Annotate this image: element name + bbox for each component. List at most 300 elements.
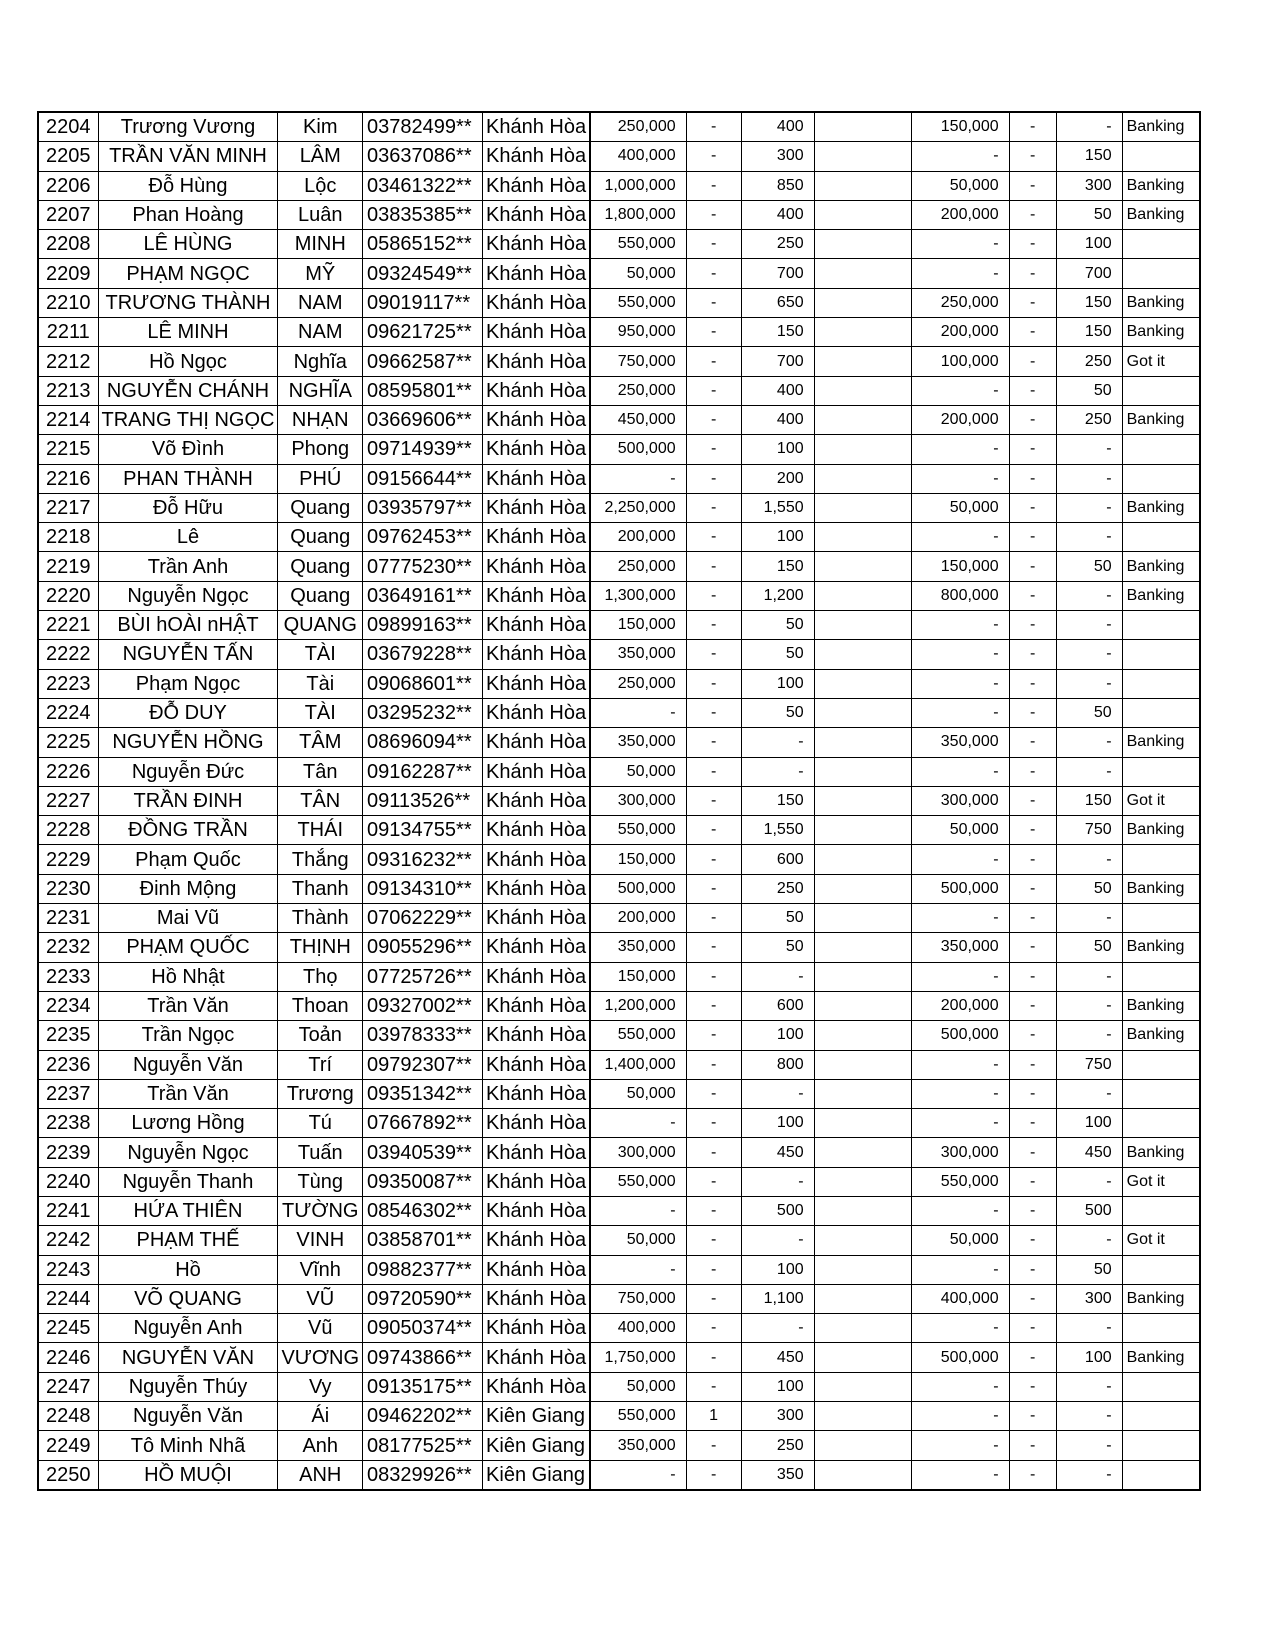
last-name-cell: NGUYỄN TẤN	[98, 640, 278, 669]
amount-1-cell: -	[590, 698, 686, 727]
amount-1-cell: -	[590, 1460, 686, 1490]
amount-1-cell: 250,000	[590, 669, 686, 698]
amount-4-cell	[814, 640, 911, 669]
amount-5-cell: 200,000	[911, 991, 1009, 1020]
amount-3-cell: 50	[741, 904, 814, 933]
first-name-cell: Tuấn	[278, 1138, 363, 1167]
province-cell: Kiên Giang	[483, 1431, 591, 1460]
amount-5-cell: -	[911, 376, 1009, 405]
amount-7-cell: 450	[1056, 1138, 1122, 1167]
row-id-cell: 2239	[38, 1138, 98, 1167]
amount-4-cell	[814, 318, 911, 347]
province-cell: Khánh Hòa	[483, 347, 591, 376]
last-name-cell: LÊ MINH	[98, 318, 278, 347]
row-id-cell: 2212	[38, 347, 98, 376]
amount-1-cell: 250,000	[590, 376, 686, 405]
amount-4-cell	[814, 962, 911, 991]
row-id-cell: 2220	[38, 581, 98, 610]
amount-6-cell: -	[1009, 991, 1056, 1020]
table-row	[38, 405, 1200, 434]
amount-1-cell: 250,000	[590, 552, 686, 581]
phone-cell: 03782499**	[363, 112, 483, 142]
row-id-cell: 2237	[38, 1079, 98, 1108]
amount-4-cell	[814, 845, 911, 874]
first-name-cell: VƯƠNG	[278, 1343, 363, 1372]
row-id-cell: 2238	[38, 1109, 98, 1138]
phone-cell: 08696094**	[363, 728, 483, 757]
amount-6-cell: -	[1009, 640, 1056, 669]
phone-cell: 09621725**	[363, 318, 483, 347]
note-cell	[1122, 698, 1200, 727]
first-name-cell: Ái	[278, 1402, 363, 1431]
first-name-cell: THÁI	[278, 816, 363, 845]
table-row	[38, 171, 1200, 200]
phone-cell: 09019117**	[363, 288, 483, 317]
amount-1-cell: 350,000	[590, 640, 686, 669]
amount-4-cell	[814, 523, 911, 552]
amount-7-cell: 100	[1056, 1343, 1122, 1372]
phone-cell: 09162287**	[363, 757, 483, 786]
row-id-cell: 2214	[38, 405, 98, 434]
table-row	[38, 611, 1200, 640]
note-cell	[1122, 1314, 1200, 1343]
province-cell: Khánh Hòa	[483, 171, 591, 200]
province-cell: Khánh Hòa	[483, 933, 591, 962]
province-cell: Khánh Hòa	[483, 1167, 591, 1196]
first-name-cell: MỸ	[278, 259, 363, 288]
note-cell: Banking	[1122, 581, 1200, 610]
province-cell: Khánh Hòa	[483, 1226, 591, 1255]
amount-4-cell	[814, 288, 911, 317]
table-row	[38, 1255, 1200, 1284]
province-cell: Khánh Hòa	[483, 405, 591, 434]
amount-1-cell: 550,000	[590, 288, 686, 317]
note-cell	[1122, 435, 1200, 464]
note-cell: Got it	[1122, 347, 1200, 376]
phone-cell: 09899163**	[363, 611, 483, 640]
amount-7-cell: 100	[1056, 1109, 1122, 1138]
amount-2-cell: -	[686, 1167, 741, 1196]
table-row	[38, 1050, 1200, 1079]
table-row	[38, 112, 1200, 142]
amount-2-cell: -	[686, 845, 741, 874]
note-cell	[1122, 523, 1200, 552]
note-cell: Banking	[1122, 1343, 1200, 1372]
amount-5-cell: 100,000	[911, 347, 1009, 376]
row-id-cell: 2236	[38, 1050, 98, 1079]
amount-3-cell: 400	[741, 112, 814, 142]
row-id-cell: 2225	[38, 728, 98, 757]
phone-cell: 03637086**	[363, 142, 483, 171]
amount-7-cell: 50	[1056, 1255, 1122, 1284]
amount-3-cell: 250	[741, 230, 814, 259]
province-cell: Khánh Hòa	[483, 1196, 591, 1225]
amount-6-cell: -	[1009, 874, 1056, 903]
amount-6-cell: -	[1009, 230, 1056, 259]
amount-3-cell: 800	[741, 1050, 814, 1079]
amount-5-cell: 500,000	[911, 1021, 1009, 1050]
amount-7-cell: -	[1056, 493, 1122, 522]
amount-2-cell: -	[686, 288, 741, 317]
note-cell: Banking	[1122, 493, 1200, 522]
amount-7-cell: 150	[1056, 288, 1122, 317]
amount-4-cell	[814, 464, 911, 493]
note-cell	[1122, 904, 1200, 933]
first-name-cell: NAM	[278, 318, 363, 347]
amount-4-cell	[814, 230, 911, 259]
table-body	[38, 112, 1200, 1490]
amount-4-cell	[814, 1167, 911, 1196]
amount-7-cell: -	[1056, 464, 1122, 493]
amount-3-cell: 100	[741, 1021, 814, 1050]
amount-6-cell: -	[1009, 1314, 1056, 1343]
amount-5-cell: 50,000	[911, 493, 1009, 522]
last-name-cell: Võ Đình	[98, 435, 278, 464]
amount-6-cell: -	[1009, 933, 1056, 962]
table-row	[38, 581, 1200, 610]
table-row	[38, 1079, 1200, 1108]
first-name-cell: Lộc	[278, 171, 363, 200]
phone-cell: 09462202**	[363, 1402, 483, 1431]
amount-7-cell: -	[1056, 1314, 1122, 1343]
amount-3-cell: 1,200	[741, 581, 814, 610]
first-name-cell: TƯỜNG	[278, 1196, 363, 1225]
province-cell: Khánh Hòa	[483, 698, 591, 727]
amount-2-cell: -	[686, 259, 741, 288]
note-cell	[1122, 1109, 1200, 1138]
last-name-cell: TRẦN VĂN MINH	[98, 142, 278, 171]
note-cell: Banking	[1122, 728, 1200, 757]
row-id-cell: 2227	[38, 786, 98, 815]
amount-4-cell	[814, 757, 911, 786]
note-cell	[1122, 376, 1200, 405]
first-name-cell: NGHĨA	[278, 376, 363, 405]
amount-4-cell	[814, 1109, 911, 1138]
last-name-cell: Hồ	[98, 1255, 278, 1284]
phone-cell: 09662587**	[363, 347, 483, 376]
amount-7-cell: 50	[1056, 874, 1122, 903]
last-name-cell: PHẠM NGỌC	[98, 259, 278, 288]
donation-table	[37, 111, 1201, 1491]
amount-6-cell: -	[1009, 1431, 1056, 1460]
amount-4-cell	[814, 200, 911, 229]
amount-4-cell	[814, 991, 911, 1020]
amount-3-cell: -	[741, 1079, 814, 1108]
amount-6-cell: -	[1009, 435, 1056, 464]
amount-4-cell	[814, 1284, 911, 1313]
amount-4-cell	[814, 698, 911, 727]
amount-1-cell: 1,400,000	[590, 1050, 686, 1079]
amount-1-cell: 300,000	[590, 786, 686, 815]
amount-5-cell: -	[911, 464, 1009, 493]
phone-cell: 07775230**	[363, 552, 483, 581]
amount-6-cell: -	[1009, 1402, 1056, 1431]
province-cell: Khánh Hòa	[483, 1255, 591, 1284]
table-row	[38, 1402, 1200, 1431]
amount-4-cell	[814, 669, 911, 698]
amount-6-cell: -	[1009, 728, 1056, 757]
last-name-cell: Trần Văn	[98, 991, 278, 1020]
amount-6-cell: -	[1009, 669, 1056, 698]
first-name-cell: TÂN	[278, 786, 363, 815]
first-name-cell: Anh	[278, 1431, 363, 1460]
amount-2-cell: -	[686, 1372, 741, 1401]
amount-3-cell: -	[741, 757, 814, 786]
last-name-cell: Lê	[98, 523, 278, 552]
amount-7-cell: -	[1056, 1460, 1122, 1490]
last-name-cell: HỨA THIÊN	[98, 1196, 278, 1225]
amount-5-cell: 150,000	[911, 552, 1009, 581]
first-name-cell: Luân	[278, 200, 363, 229]
table-row	[38, 464, 1200, 493]
province-cell: Khánh Hòa	[483, 640, 591, 669]
first-name-cell: Tân	[278, 757, 363, 786]
amount-4-cell	[814, 1431, 911, 1460]
amount-2-cell: -	[686, 933, 741, 962]
amount-1-cell: 400,000	[590, 142, 686, 171]
amount-1-cell: 1,300,000	[590, 581, 686, 610]
row-id-cell: 2221	[38, 611, 98, 640]
amount-5-cell: 50,000	[911, 1226, 1009, 1255]
amount-6-cell: -	[1009, 464, 1056, 493]
amount-1-cell: 750,000	[590, 347, 686, 376]
phone-cell: 09882377**	[363, 1255, 483, 1284]
amount-3-cell: 50	[741, 611, 814, 640]
amount-7-cell: -	[1056, 845, 1122, 874]
row-id-cell: 2244	[38, 1284, 98, 1313]
amount-3-cell: 100	[741, 523, 814, 552]
amount-3-cell: -	[741, 962, 814, 991]
amount-4-cell	[814, 1372, 911, 1401]
amount-2-cell: -	[686, 171, 741, 200]
note-cell	[1122, 757, 1200, 786]
phone-cell: 09055296**	[363, 933, 483, 962]
phone-cell: 09327002**	[363, 991, 483, 1020]
amount-6-cell: -	[1009, 112, 1056, 142]
row-id-cell: 2209	[38, 259, 98, 288]
amount-1-cell: 550,000	[590, 230, 686, 259]
row-id-cell: 2213	[38, 376, 98, 405]
amount-3-cell: 100	[741, 435, 814, 464]
amount-1-cell: 950,000	[590, 318, 686, 347]
amount-4-cell	[814, 1460, 911, 1490]
amount-4-cell	[814, 405, 911, 434]
amount-4-cell	[814, 1314, 911, 1343]
table-row	[38, 493, 1200, 522]
phone-cell: 03935797**	[363, 493, 483, 522]
table-row	[38, 1138, 1200, 1167]
amount-3-cell: 200	[741, 464, 814, 493]
amount-1-cell: 50,000	[590, 1372, 686, 1401]
last-name-cell: Trương Vương	[98, 112, 278, 142]
first-name-cell: Kim	[278, 112, 363, 142]
note-cell: Banking	[1122, 1021, 1200, 1050]
amount-3-cell: 700	[741, 259, 814, 288]
amount-3-cell: 50	[741, 933, 814, 962]
row-id-cell: 2215	[38, 435, 98, 464]
province-cell: Khánh Hòa	[483, 142, 591, 171]
row-id-cell: 2232	[38, 933, 98, 962]
amount-1-cell: 150,000	[590, 611, 686, 640]
amount-7-cell: 50	[1056, 933, 1122, 962]
amount-2-cell: -	[686, 523, 741, 552]
last-name-cell: PHẠM THẾ	[98, 1226, 278, 1255]
row-id-cell: 2217	[38, 493, 98, 522]
amount-4-cell	[814, 933, 911, 962]
amount-1-cell: 550,000	[590, 1167, 686, 1196]
table-row	[38, 757, 1200, 786]
amount-3-cell: 400	[741, 200, 814, 229]
first-name-cell: Quang	[278, 552, 363, 581]
first-name-cell: TÀI	[278, 640, 363, 669]
amount-2-cell: -	[686, 142, 741, 171]
phone-cell: 09113526**	[363, 786, 483, 815]
amount-1-cell: 200,000	[590, 523, 686, 552]
amount-4-cell	[814, 347, 911, 376]
table-row	[38, 1284, 1200, 1313]
province-cell: Khánh Hòa	[483, 728, 591, 757]
amount-5-cell: -	[911, 1372, 1009, 1401]
note-cell: Got it	[1122, 1167, 1200, 1196]
amount-3-cell: 450	[741, 1343, 814, 1372]
first-name-cell: Quang	[278, 581, 363, 610]
amount-3-cell: 1,100	[741, 1284, 814, 1313]
province-cell: Khánh Hòa	[483, 757, 591, 786]
first-name-cell: MINH	[278, 230, 363, 259]
amount-1-cell: -	[590, 1255, 686, 1284]
last-name-cell: VÕ QUANG	[98, 1284, 278, 1313]
amount-2-cell: -	[686, 1284, 741, 1313]
note-cell	[1122, 845, 1200, 874]
amount-2-cell: -	[686, 757, 741, 786]
province-cell: Kiên Giang	[483, 1460, 591, 1490]
phone-cell: 09743866**	[363, 1343, 483, 1372]
amount-4-cell	[814, 1079, 911, 1108]
amount-6-cell: -	[1009, 786, 1056, 815]
amount-5-cell: -	[911, 698, 1009, 727]
province-cell: Khánh Hòa	[483, 874, 591, 903]
note-cell: Banking	[1122, 318, 1200, 347]
amount-5-cell: 400,000	[911, 1284, 1009, 1313]
row-id-cell: 2235	[38, 1021, 98, 1050]
amount-2-cell: -	[686, 904, 741, 933]
amount-4-cell	[814, 1021, 911, 1050]
amount-6-cell: -	[1009, 816, 1056, 845]
amount-7-cell: -	[1056, 611, 1122, 640]
amount-3-cell: 150	[741, 552, 814, 581]
amount-6-cell: -	[1009, 376, 1056, 405]
table-row	[38, 435, 1200, 464]
amount-4-cell	[814, 874, 911, 903]
amount-7-cell: -	[1056, 1402, 1122, 1431]
amount-4-cell	[814, 112, 911, 142]
table-row	[38, 962, 1200, 991]
amount-3-cell: 250	[741, 1431, 814, 1460]
amount-3-cell: 300	[741, 1402, 814, 1431]
first-name-cell: VINH	[278, 1226, 363, 1255]
first-name-cell: Thọ	[278, 962, 363, 991]
phone-cell: 09316232**	[363, 845, 483, 874]
amount-3-cell: -	[741, 1167, 814, 1196]
amount-5-cell: -	[911, 1431, 1009, 1460]
first-name-cell: Phong	[278, 435, 363, 464]
amount-2-cell: -	[686, 200, 741, 229]
amount-5-cell: 300,000	[911, 1138, 1009, 1167]
amount-3-cell: 100	[741, 1255, 814, 1284]
amount-7-cell: 150	[1056, 142, 1122, 171]
amount-7-cell: 750	[1056, 1050, 1122, 1079]
amount-3-cell: 50	[741, 640, 814, 669]
amount-2-cell: -	[686, 669, 741, 698]
province-cell: Khánh Hòa	[483, 991, 591, 1020]
amount-4-cell	[814, 435, 911, 464]
first-name-cell: Quang	[278, 493, 363, 522]
amount-6-cell: -	[1009, 288, 1056, 317]
amount-1-cell: 50,000	[590, 259, 686, 288]
amount-7-cell: -	[1056, 904, 1122, 933]
first-name-cell: QUANG	[278, 611, 363, 640]
table-row	[38, 991, 1200, 1020]
amount-1-cell: 550,000	[590, 1402, 686, 1431]
province-cell: Khánh Hòa	[483, 786, 591, 815]
province-cell: Khánh Hòa	[483, 1314, 591, 1343]
amount-7-cell: -	[1056, 112, 1122, 142]
amount-1-cell: 50,000	[590, 757, 686, 786]
province-cell: Khánh Hòa	[483, 904, 591, 933]
amount-4-cell	[814, 259, 911, 288]
amount-5-cell: -	[911, 1196, 1009, 1225]
amount-2-cell: -	[686, 698, 741, 727]
first-name-cell: Trương	[278, 1079, 363, 1108]
amount-5-cell: 250,000	[911, 288, 1009, 317]
amount-1-cell: 50,000	[590, 1226, 686, 1255]
phone-cell: 09156644**	[363, 464, 483, 493]
amount-6-cell: -	[1009, 1372, 1056, 1401]
amount-7-cell: -	[1056, 991, 1122, 1020]
province-cell: Khánh Hòa	[483, 1109, 591, 1138]
phone-cell: 09720590**	[363, 1284, 483, 1313]
table-row	[38, 1343, 1200, 1372]
amount-2-cell: -	[686, 1460, 741, 1490]
amount-2-cell: -	[686, 1431, 741, 1460]
amount-2-cell: -	[686, 1050, 741, 1079]
amount-1-cell: 500,000	[590, 874, 686, 903]
amount-5-cell: 800,000	[911, 581, 1009, 610]
phone-cell: 09135175**	[363, 1372, 483, 1401]
note-cell: Banking	[1122, 112, 1200, 142]
amount-7-cell: 50	[1056, 698, 1122, 727]
last-name-cell: Tô Minh Nhã	[98, 1431, 278, 1460]
amount-6-cell: -	[1009, 845, 1056, 874]
phone-cell: 07725726**	[363, 962, 483, 991]
amount-6-cell: -	[1009, 1196, 1056, 1225]
table-row	[38, 669, 1200, 698]
province-cell: Khánh Hòa	[483, 259, 591, 288]
amount-5-cell: -	[911, 523, 1009, 552]
amount-7-cell: 150	[1056, 786, 1122, 815]
amount-7-cell: 250	[1056, 347, 1122, 376]
amount-7-cell: -	[1056, 1167, 1122, 1196]
last-name-cell: Nguyễn Thanh	[98, 1167, 278, 1196]
row-id-cell: 2206	[38, 171, 98, 200]
phone-cell: 09134310**	[363, 874, 483, 903]
amount-5-cell: 500,000	[911, 874, 1009, 903]
amount-1-cell: 250,000	[590, 112, 686, 142]
note-cell	[1122, 259, 1200, 288]
amount-5-cell: 50,000	[911, 816, 1009, 845]
amount-3-cell: 100	[741, 1109, 814, 1138]
first-name-cell: Tài	[278, 669, 363, 698]
